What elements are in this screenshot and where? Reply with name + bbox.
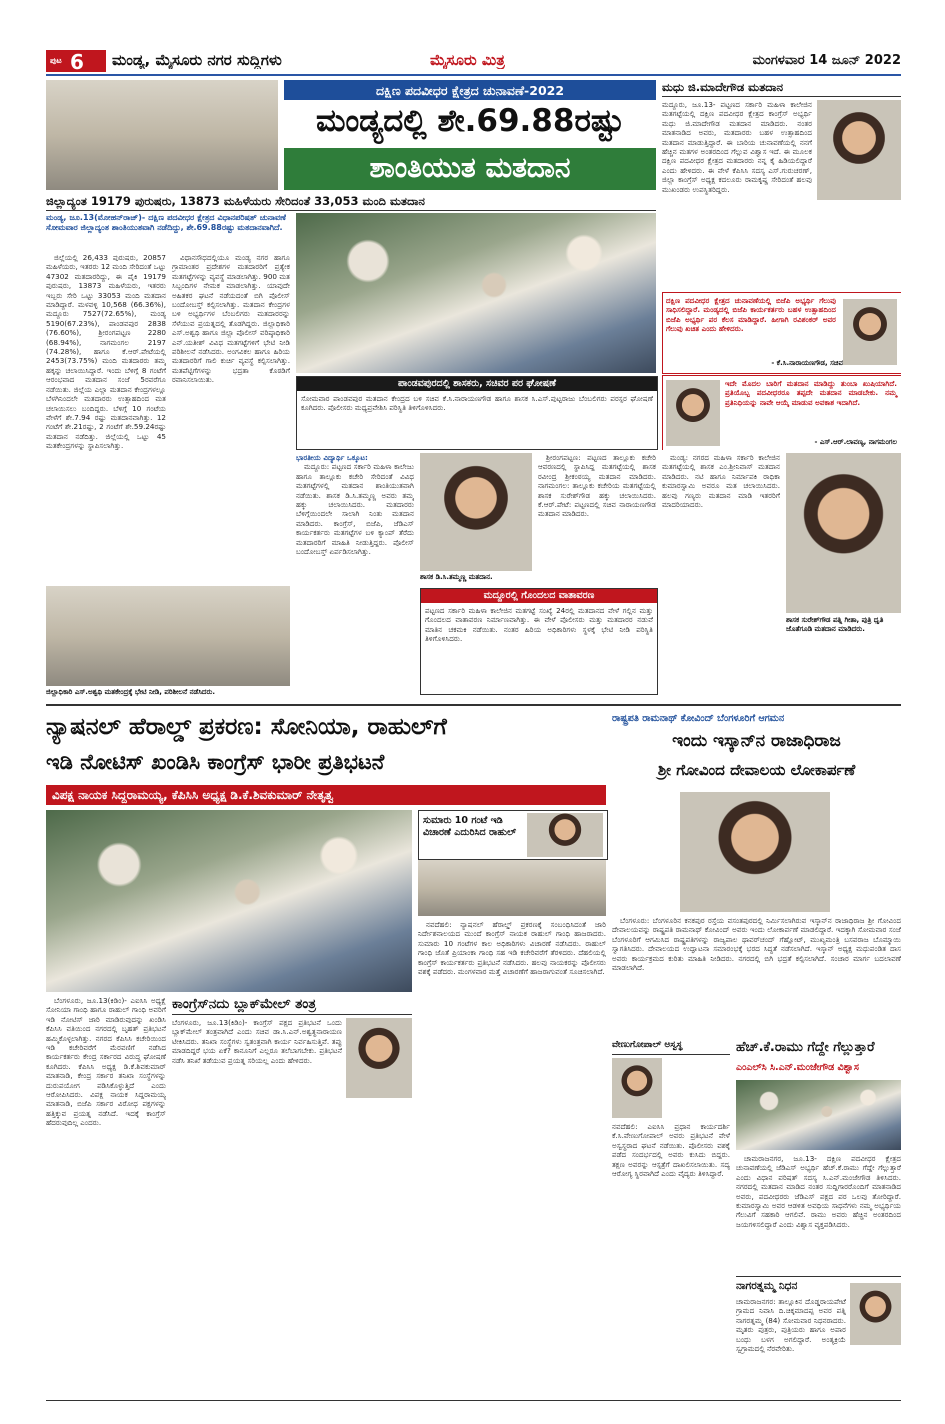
quote2-by: - ಎಸ್.ಆರ್.ಲಾವಣ್ಯ, ನಾಗಮಂಗಲ xyxy=(814,438,897,446)
ramu-headline-text: ಹೆಚ್.ಕೆ.ರಾಮು ಗೆದ್ದೇ ಗೆಲ್ಲುತ್ತಾರೆ xyxy=(736,1040,875,1055)
mid-right-col-text: ಮಂಡ್ಯ: ನಗರದ ಮಹಿಳಾ ಸರ್ಕಾರಿ ಕಾಲೇಜಿನ ಮತಗಟ್ಟೆಯಲ್ಲಿ ಶಾಸಕ ಎಂ.ಶ್ರೀನಿವಾಸ್ ಮತದಾನ ಮಾಡಿದರು. ನಟಿ ಹಾಗೂ ನಿರ್ಮಾಪಕಿ ರಾಧಿಕಾ ಕುಮಾರಸ್ವಾಮಿ ಅವರೂ ಮತ ಚಲಾಯಿಸಿದರು. ಹಲವು ಗಣ್ಯರು ಮತದಾನ ಮಾಡಿ ಇತರರಿಗೆ ಮಾದರಿಯಾದರು. xyxy=(662,453,780,510)
pandavapura-box xyxy=(296,376,658,450)
lead-kicker xyxy=(284,80,656,100)
lead-headline-2 xyxy=(284,148,656,190)
nh-headline-1-text: ನ್ಯಾಷನಲ್ ಹೆರಾಲ್ಡ್ ಪ್ರಕರಣ: ಸೋನಿಯಾ, ರಾಹುಲ್‌ಗೆ xyxy=(46,714,447,740)
ramu-subhead-text: ಎಂಎಲ್‌ಸಿ ಸಿ.ಎನ್.ಮಂಜೇಗೌಡ ವಿಶ್ವಾಸ xyxy=(736,1062,859,1073)
lead-col1-text: ಜಿಲ್ಲೆಯಲ್ಲಿ 26,433 ಪುರುಷರು, 20857 ಮಹಿಳೆಯರು, ಇತರರು 12 ಮಂದಿ ಸೇರಿದಂತೆ ಒಟ್ಟು 47302 ಮತದಾರರಿದ್ದು, ಈ ಪೈಕಿ 19179 ಪುರುಷರು, 13873 ಮಹಿಳೆಯರು, ಇತರರು ಇಬ್ಬರು ಸೇರಿ ಒಟ್ಟು 33053 ಮಂದಿ ಮತದಾನ ಮಾಡಿದ್ದಾರೆ. ಮಳವಳ್ಳಿ 10,568 (66.36%), ಮದ್ದೂರು 7527(72.65%), ಮಂಡ್ಯ 5190(67.23%), ಪಾಂಡವಪುರ 2838 (76.60%), ಶ್ರೀರಂಗಪಟ್ಟಣ 2280 (68.94%), ನಾಗಮಂಗಲ 2197 (74.28%), ಹಾಗೂ ಕೆ.ಆರ್.ಪೇಟೆಯಲ್ಲಿ 2453(73.75%) ಮಂದಿ ಮತದಾರರು ತಮ್ಮ ಹಕ್ಕನ್ನು ಚಲಾಯಿಸಿದ್ದಾರೆ. ಇಂದು ಬೆಳಿಗ್ಗೆ 8 ಗಂಟೆಗೆ ಆರಂಭವಾದ ಮತದಾನ ಸಂಜೆ 5ರವರೆಗೂ ನಡೆಯಿತು. ಜಿಲ್ಲೆಯ ಎಲ್ಲಾ ಮತದಾನ ಕೇಂದ್ರಗಳಲ್ಲೂ ಬೆಳಗಿನಿಂದಲೇ ಮತದಾರರು ಉತ್ಸಾಹದಿಂದ ಮತ ಚಲಾಯಿಸಲು ಬಂದಿದ್ದರು. ಬೆಳಿಗ್ಗೆ 10 ಗಂಟೆಯ ವೇಳೆಗೆ ಶೇ.7.94 ರಷ್ಟು ಮತದಾನವಾಗಿತ್ತು. 12 ಗಂಟೆಗೆ ಶೇ.21ರಷ್ಟು, 2 ಗಂಟೆಗೆ ಶೇ.59.24ರಷ್ಟು ಮತದಾನ ನಡೆದಿತ್ತು. ಜಿಲ್ಲೆಯಲ್ಲಿ ಒಟ್ಟು 45 ಮತಕೇಂದ್ರಗಳನ್ನು ಸ್ಥಾಪಿಸಲಾಗಿತ್ತು. xyxy=(46,253,166,451)
sureshgowda-caption: ಶಾಸಕ ಸುರೇಶ್‌ಗೌಡ ಪತ್ನಿ ಗೀತಾ, ಪುತ್ರಿ ಧೃತಿ ಜೊತೆಗೂಡಿ ಮತದಾನ ಮಾಡಿದರು. xyxy=(786,616,901,638)
section-divider xyxy=(46,704,901,706)
temple-photo xyxy=(680,792,830,912)
dc-visit-photo xyxy=(46,586,290,686)
obituary-title: ನಾಗರತ್ನಮ್ಮ ನಿಧನ xyxy=(736,1280,798,1292)
lead-intro-text: ಮಂಡ್ಯ, ಜೂ.13(ಮೋಹನ್‌ರಾಜ್)- ದಕ್ಷಿಣ ಪದವೀಧರ ಕ್ಷೇತ್ರದ ವಿಧಾನಪರಿಷತ್ ಚುನಾವಣೆ ಸೋಮವಾರ ಜಿಲ್ಲಾದ್ಯಂತ ಶಾಂತಿಯುತವಾಗಿ ನಡೆದಿದ್ದು, ಶೇ.69.88ರಷ್ಟು ಮತದಾನವಾಗಿದೆ. xyxy=(46,213,286,232)
mid-col-a xyxy=(296,453,414,693)
temple-text xyxy=(612,916,901,1036)
nh-headline-1 xyxy=(46,712,606,748)
ramu-text-body: ಚಾಮರಾಜನಗರ, ಜೂ.13- ದಕ್ಷಿಣ ಪದವೀಧರ ಕ್ಷೇತ್ರದ ಚುನಾವಣೆಯಲ್ಲಿ ಜೆಡಿಎಸ್ ಅಭ್ಯರ್ಥಿ ಹೆಚ್.ಕೆ.ರಾಮು ಗೆದ್ದೇ ಗೆಲ್ಲುತ್ತಾರೆ ಎಂದು ವಿಧಾನ ಪರಿಷತ್ ಸದಸ್ಯ ಸಿ.ಎನ್.ಮಂಜೇಗೌಡ ತಿಳಿಸಿದರು. ನಗರದಲ್ಲಿ ಮತದಾನ ಮಾಡಿದ ನಂತರ ಸುದ್ದಿಗಾರರೊಂದಿಗೆ ಮಾತನಾಡಿದ ಅವರು, ಪದವೀಧರರು ಜೆಡಿಎಸ್ ಪಕ್ಷದ ಪರ ಒಲವು ತೋರಿದ್ದಾರೆ. ಕುಮಾರಸ್ವಾಮಿ ಅವರ ಆಡಳಿತ ಅವಧಿಯ ಸಾಧನೆಗಳು ನಮ್ಮ ಅಭ್ಯರ್ಥಿಯ ಗೆಲುವಿಗೆ ಸಹಕಾರಿ ಆಗಲಿವೆ. ರಾಮು ಅವರು ಹೆಚ್ಚಿನ ಅಂತರದಿಂದ ಜಯಗಳಿಸಲಿದ್ದಾರೆ ಎಂದು ವಿಶ್ವಾಸ ವ್ಯಕ್ತಪಡಿಸಿದರು. xyxy=(736,1154,901,1229)
nh-ed-photo xyxy=(418,860,606,916)
maddur-box-text: ಪಟ್ಟಣದ ಸರ್ಕಾರಿ ಮಹಿಳಾ ಕಾಲೇಜಿನ ಮತಗಟ್ಟೆ ಸಂಖ್ಯೆ 24ರಲ್ಲಿ ಮತದಾನದ ವೇಳೆ ಗಲ್ಲಿನ ಮತ್ತು ಗೊಂದಲದ ವಾತಾವರಣ ನಿರ್ಮಾಣವಾಗಿತ್ತು. ಈ ವೇಳೆ ಪೊಲೀಸರು ಮತ್ತು ಮತದಾರರ ನಡುವೆ ಮಾತಿನ ಚಕಮಕಿ ನಡೆಯಿತು. ನಂತರ ಹಿರಿಯ ಅಧಿಕಾರಿಗಳು ಸ್ಥಳಕ್ಕೆ ಭೇಟಿ ನೀಡಿ ಪರಿಸ್ಥಿತಿ ತಿಳಿಗೊಳಿಸಿದರು. xyxy=(425,606,653,644)
lead-photo-voters xyxy=(46,80,278,190)
tammanna-caption: ಶಾಸಕ ಡಿ.ಸಿ.ತಮ್ಮಣ್ಣ ಮತದಾನ. xyxy=(420,573,532,583)
lead-headline-2-text: ಶಾಂತಿಯುತ ಮತದಾನ xyxy=(369,151,571,184)
blackmail-title: ಕಾಂಗ್ರೆಸ್‌ನದು ಬ್ಲಾಕ್‌ಮೇಲ್ ತಂತ್ರ xyxy=(172,996,412,1015)
sureshgowda-photo xyxy=(786,453,901,613)
maddur-box-title: ಮದ್ದೂರಲ್ಲಿ ಗೊಂದಲದ ವಾತಾವರಣ xyxy=(421,589,657,603)
nh-subhead xyxy=(46,785,606,805)
lead-kicker-text: ದಕ್ಷಿಣ ಪದವೀಧರ ಕ್ಷೇತ್ರದ ಚುನಾವಣೆ-2022 xyxy=(375,83,565,98)
nh-protest-photo xyxy=(46,810,412,992)
madhu-photo xyxy=(817,100,901,200)
lead-photo-crowd xyxy=(296,213,656,373)
pandavapura-text: ಸೋಮವಾರ ಪಾಂಡವಪುರ ಮತದಾನ ಕೇಂದ್ರದ ಬಳಿ ಸಚಿವ ಕೆ.ಸಿ.ನಾರಾಯಣಗೌಡ ಹಾಗೂ ಶಾಸಕ ಸಿ.ಎಸ್.ಪುಟ್ಟರಾಜು ಬೆಂಬಲಿಗರು ಪರಸ್ಪರ ಘೋಷಣೆ ಕೂಗಿದರು. ಪೊಲೀಸರು ಮಧ್ಯಪ್ರವೇಶಿಸಿ ಪರಿಸ್ಥಿತಿ ತಿಳಿಗೊಳಿಸಿದರು. xyxy=(301,394,653,413)
page-bottom-rule xyxy=(46,1400,901,1401)
section-title: ಮಂಡ್ಯ, ಮೈಸೂರು ನಗರ ಸುದ್ದಿಗಳು xyxy=(112,51,282,69)
quote1-photo xyxy=(843,299,897,365)
lead-subhead xyxy=(46,194,656,211)
ramu-photo xyxy=(736,1080,901,1150)
lead-col2 xyxy=(172,253,290,583)
ramu-text xyxy=(736,1154,901,1272)
mid-col-a-text: ಮದ್ದೂರು: ಪಟ್ಟಣದ ಸರ್ಕಾರಿ ಮಹಿಳಾ ಕಾಲೇಜು ಹಾಗೂ ತಾಲ್ಲೂಕು ಕಚೇರಿ ಸೇರಿದಂತೆ ವಿವಿಧ ಮತಗಟ್ಟೆಗಳಲ್ಲಿ ಮತದಾನ ಶಾಂತಿಯುತವಾಗಿ ನಡೆಯಿತು. ಶಾಸಕ ಡಿ.ಸಿ.ತಮ್ಮಣ್ಣ ಅವರು ತಮ್ಮ ಹಕ್ಕು ಚಲಾಯಿಸಿದರು. ಮತದಾರರು ಬೆಳಿಗ್ಗೆಯಿಂದಲೇ ಸಾಲಾಗಿ ನಿಂತು ಮತದಾನ ಮಾಡಿದರು. ಕಾಂಗ್ರೆಸ್, ಬಿಜೆಪಿ, ಜೆಡಿಎಸ್ ಕಾರ್ಯಕರ್ತರು ಮತಗಟ್ಟೆಗಳ ಬಳಿ ಕ್ಯಾಂಪ್ ತೆರೆದು ಮತದಾರರಿಗೆ ಮಾಹಿತಿ ನೀಡುತ್ತಿದ್ದರು. ಪೊಲೀಸ್ ಬಂದೋಬಸ್ತ್ ಏರ್ಪಡಿಸಲಾಗಿತ್ತು. xyxy=(296,462,414,557)
lead-subhead-text: ಜಿಲ್ಲಾದ್ಯಂತ 19179 ಪುರುಷರು, 13873 ಮಹಿಳೆಯರು ಸೇರಿದಂತೆ 33,053 ಮಂದಿ ಮತದಾನ xyxy=(46,194,425,208)
madhu-text: ಮದ್ದೂರು, ಜೂ.13- ಪಟ್ಟಣದ ಸರ್ಕಾರಿ ಮಹಿಳಾ ಕಾಲೇಜಿನ ಮತಗಟ್ಟೆಯಲ್ಲಿ ದಕ್ಷಿಣ ಪದವೀಧರ ಕ್ಷೇತ್ರದ ಕಾಂಗ್ರೆಸ್ ಅಭ್ಯರ್ಥಿ ಮಧು ಜಿ.ಮಾದೇಗೌಡ ಮತದಾನ ಮಾಡಿದರು. ನಂತರ ಮಾತನಾಡಿದ ಅವರು, ಮತದಾರರು ಬಹಳ ಉತ್ಸಾಹದಿಂದ ಮತದಾನ ಮಾಡುತ್ತಿದ್ದಾರೆ. ಈ ಬಾರಿಯ ಚುನಾವಣೆಯಲ್ಲಿ ನನಗೆ ಹೆಚ್ಚಿನ ಮತಗಳ ಅಂತರದಿಂದ ಗೆಲ್ಲುವ ವಿಶ್ವಾಸ ಇದೆ. ಈ ಮೂಲಕ ದಕ್ಷಿಣ ಪದವೀಧರ ಕ್ಷೇತ್ರದ ಮತದಾರರು ನನ್ನ ಕೈ ಹಿಡಿಯಲಿದ್ದಾರೆ ಎಂದು ಹೇಳಿದರು. ಈ ವೇಳೆ ಕೆಪಿಸಿಸಿ ಸದಸ್ಯ ಎಸ್.ಗುರುಚರಣ್, ಜಿಲ್ಲಾ ಕಾಂಗ್ರೆಸ್ ಅಧ್ಯಕ್ಷ ಕದಲೂರು ರಾಮಕೃಷ್ಣ ಸೇರಿದಂತೆ ಹಲವು ಮುಖಂಡರು ಉಪಸ್ಥಿತರಿದ್ದರು. xyxy=(662,100,812,194)
lead-headline-1-text: ಮಂಡ್ಯದಲ್ಲಿ ಶೇ.69.88ರಷ್ಟು xyxy=(315,103,625,139)
page-number: 6 xyxy=(70,50,84,72)
lead-intro xyxy=(46,213,286,251)
ramu-subhead xyxy=(736,1062,901,1078)
temple-headline-2-text: ಶ್ರೀ ಗೋವಿಂದ ದೇವಾಲಯ ಲೋಕಾರ್ಪಣೆ xyxy=(657,761,856,779)
nh-headline-2 xyxy=(46,748,606,782)
nh-col1 xyxy=(46,996,166,1396)
quote1-box xyxy=(662,292,901,374)
blackmail-text: ಬೆಂಗಳೂರು, ಜೂ.13(ಕಿಡಿಂ)- ಕಾಂಗ್ರೆಸ್ ಪಕ್ಷದ ಪ್ರತಿಭಟನೆ ಒಂದು ಬ್ಲಾಕ್‌ಮೇಲ್ ತಂತ್ರವಾಗಿದೆ ಎಂದು ಸಚಿವ ಡಾ.ಸಿ.ಎನ್.ಅಶ್ವತ್ಥನಾರಾಯಣ ಟೀಕಿಸಿದರು. ತನಿಖಾ ಸಂಸ್ಥೆಗಳು ಸ್ವತಂತ್ರವಾಗಿ ಕಾರ್ಯ ನಿರ್ವಹಿಸುತ್ತಿವೆ. ತಪ್ಪು ಮಾಡದಿದ್ದರೆ ಭಯ ಏಕೆ? ಕಾನೂನಿಗೆ ಎಲ್ಲರೂ ತಲೆಬಾಗಬೇಕು. ಪ್ರತಿಭಟನೆ ನಡೆಸಿ ತನಿಖೆ ತಡೆಯುವ ಪ್ರಯತ್ನ ಸರಿಯಲ್ಲ ಎಂದು ಹೇಳಿದರು. xyxy=(172,1018,342,1065)
mid-col-b xyxy=(538,453,656,588)
nh-side-box-text: ಸುಮಾರು 10 ಗಂಟೆ ಇಡಿ ವಿಚಾರಣೆ ಎದುರಿಸಿದ ರಾಹುಲ್ xyxy=(423,815,517,838)
temple-headline-2 xyxy=(612,760,901,788)
temple-kicker xyxy=(612,712,901,728)
obituary-photo xyxy=(850,1283,901,1345)
rahul-photo xyxy=(527,813,603,857)
madhu-title: ಮಧು ಜಿ.ಮಾದೇಗೌಡ ಮತದಾನ xyxy=(662,80,901,97)
nh-headline-2-text: ಇಡಿ ನೋಟಿಸ್ ಖಂಡಿಸಿ ಕಾಂಗ್ರೆಸ್ ಭಾರೀ ಪ್ರತಿಭಟನೆ xyxy=(46,750,385,774)
temple-text-body: ಬೆಂಗಳೂರು: ಬೆಂಗಳೂರಿನ ಕನಕಪುರ ರಸ್ತೆಯ ವಸಂತಪುರದಲ್ಲಿ ನಿರ್ಮಿಸಲಾಗಿರುವ ಇಸ್ಕಾನ್‌ನ ರಾಜಾಧಿರಾಜ ಶ್ರೀ ಗೋವಿಂದ ದೇವಾಲಯವನ್ನು ರಾಷ್ಟ್ರಪತಿ ರಾಮನಾಥ್ ಕೋವಿಂದ್ ಅವರು ಇಂದು ಲೋಕಾರ್ಪಣೆ ಮಾಡಲಿದ್ದಾರೆ. ಇದಕ್ಕಾಗಿ ಸೋಮವಾರ ಸಂಜೆ ಬೆಂಗಳೂರಿಗೆ ಆಗಮಿಸಿದ ರಾಷ್ಟ್ರಪತಿಗಳನ್ನು ರಾಜ್ಯಪಾಲ ಥಾವರ್‌ಚಂದ್ ಗೆಹ್ಲೋಟ್, ಮುಖ್ಯಮಂತ್ರಿ ಬಸವರಾಜ ಬೊಮ್ಮಾಯಿ ಸ್ವಾಗತಿಸಿದರು. ದೇವಾಲಯದ ಉದ್ಘಾಟನಾ ಸಮಾರಂಭಕ್ಕೆ ಭರದ ಸಿದ್ಧತೆ ನಡೆಸಲಾಗಿದೆ. ಇಸ್ಕಾನ್ ಅಧ್ಯಕ್ಷ ಮಧುಪಂಡಿತ ದಾಸ ಅವರು ಕಾರ್ಯಕ್ರಮದ ಕುರಿತು ಮಾಹಿತಿ ನೀಡಿದರು. ನಗರದಲ್ಲಿ ಬಿಗಿ ಭದ್ರತೆ ಕಲ್ಪಿಸಲಾಗಿದೆ. ಸಂಚಾರ ಮಾರ್ಗ ಬದಲಾವಣೆ ಮಾಡಲಾಗಿದೆ. xyxy=(612,916,901,973)
obituary-text: ಚಾಮರಾಜನಗರ: ತಾಲ್ಲೂಕಿನ ದೊಡ್ಡರಾಯಪೇಟೆ ಗ್ರಾಮದ ನಿವಾಸಿ ದಿ.ಚಿಕ್ಕಮಾದಪ್ಪ ಅವರ ಪತ್ನಿ ನಾಗರತ್ನಮ್ಮ (84) ಸೋಮವಾರ ನಿಧನರಾದರು. ಮೃತರು ಪುತ್ರರು, ಪುತ್ರಿಯರು ಹಾಗೂ ಅಪಾರ ಬಂಧು ಬಳಗ ಅಗಲಿದ್ದಾರೆ. ಅಂತ್ಯಕ್ರಿಯೆ ಸ್ವಗ್ರಾಮದಲ್ಲಿ ನೆರವೇರಿತು. xyxy=(736,1297,846,1354)
nh-subhead-text: ವಿಪಕ್ಷ ನಾಯಕ ಸಿದ್ದರಾಮಯ್ಯ, ಕೆಪಿಸಿಸಿ ಅಧ್ಯಕ್ಷ ಡಿ.ಕೆ.ಶಿವಕುಮಾರ್ ನೇತೃತ್ವ xyxy=(52,788,334,802)
page-label-text: ಪುಟ xyxy=(50,56,62,65)
nh-side-box xyxy=(418,810,608,860)
venugopal-box xyxy=(612,1040,730,1396)
masthead xyxy=(46,48,901,76)
temple-kicker-text: ರಾಷ್ಟ್ರಪತಿ ರಾಮನಾಥ್ ಕೋವಿಂದ್ ಬೆಂಗಳೂರಿಗೆ ಆಗಮನ xyxy=(612,713,785,724)
quote1-by: - ಕೆ.ಸಿ.ನಾರಾಯಣಗೌಡ, ಸಚಿವ xyxy=(771,359,843,367)
issue-date: ಮಂಗಳವಾರ 14 ಜೂನ್ 2022 xyxy=(752,53,901,68)
pandavapura-title: ಪಾಂಡವಪುರದಲ್ಲಿ ಶಾಸಕರು, ಸಚಿವರ ಪರ ಘೋಷಣೆ xyxy=(297,377,657,391)
venugopal-title: ವೇಣುಗೋಪಾಲ್ ಅಸ್ವಸ್ಥ xyxy=(612,1040,730,1055)
obituary xyxy=(736,1276,901,1397)
mid-col-b-text: ಶ್ರೀರಂಗಪಟ್ಟಣ: ಪಟ್ಟಣದ ತಾಲ್ಲೂಕು ಕಚೇರಿ ಆವರಣದಲ್ಲಿ ಸ್ಥಾಪಿಸಿದ್ದ ಮತಗಟ್ಟೆಯಲ್ಲಿ ಶಾಸಕ ರವೀಂದ್ರ ಶ್ರೀಕಂಠಯ್ಯ ಮತದಾನ ಮಾಡಿದರು. ನಾಗಮಂಗಲ: ತಾಲ್ಲೂಕು ಕಚೇರಿಯ ಮತಗಟ್ಟೆಯಲ್ಲಿ ಶಾಸಕ ಸುರೇಶ್‌ಗೌಡ ಹಕ್ಕು ಚಲಾಯಿಸಿದರು. ಕೆ.ಆರ್.ಪೇಟೆ: ಪಟ್ಟಣದಲ್ಲಿ ಸಚಿವ ನಾರಾಯಣಗೌಡ ಮತದಾನ ಮಾಡಿದರು. xyxy=(538,453,656,519)
quote2-text: ಇದೇ ಮೊದಲ ಬಾರಿಗೆ ಮತದಾನ ಮಾಡಿದ್ದು ತುಂಬಾ ಖುಷಿಯಾಗಿದೆ. ಪ್ರತಿಯೊಬ್ಬ ಪದವೀಧರರೂ ತಪ್ಪದೇ ಮತದಾನ ಮಾಡಬೇಕು. ನಮ್ಮ ಪ್ರತಿನಿಧಿಯನ್ನು ನಾವೇ ಆಯ್ಕೆ ಮಾಡುವ ಅವಕಾಶ ಇದಾಗಿದೆ. xyxy=(725,379,897,407)
mid-right-col xyxy=(662,453,780,693)
mid-heading-a: ಭಾರತೀಯ ವಿದ್ಯಾರ್ಥಿ ಒಕ್ಕೂಟ: xyxy=(296,453,368,462)
dc-visit-caption: ಜಿಲ್ಲಾಧಿಕಾರಿ ಎಸ್.ಅಶ್ವಥಿ ಮತಕೇಂದ್ರಕ್ಕೆ ಭೇಟಿ ನೀಡಿ, ಪರಿಶೀಲನೆ ನಡೆಸಿದರು. xyxy=(46,688,466,698)
lead-headline-1 xyxy=(284,101,656,147)
blackmail-box xyxy=(172,996,412,1396)
tammanna-photo xyxy=(420,453,532,571)
right-top xyxy=(662,80,901,450)
ashwathnarayan-photo xyxy=(346,1018,412,1098)
lead-col2-text: ವಿಧಾನಸೌಧದಲ್ಲಿಯೂ ಮಂಡ್ಯ ನಗರ ಹಾಗೂ ಗ್ರಾಮಾಂತರ ಪ್ರದೇಶಗಳ ಮತದಾರರಿಗೆ ಪ್ರತ್ಯೇಕ ಮತಗಟ್ಟೆಗಳನ್ನು ವ್ಯವಸ್ಥೆ ಮಾಡಲಾಗಿತ್ತು. 900 ಮತ ಸಿಬ್ಬಂದಿಗಳ ನೇಮಕ ಮಾಡಲಾಗಿತ್ತು. ಯಾವುದೇ ಅಹಿತಕರ ಘಟನೆ ನಡೆಯದಂತೆ ಬಿಗಿ ಪೊಲೀಸ್ ಬಂದೋಬಸ್ತ್ ಕಲ್ಪಿಸಲಾಗಿತ್ತು. ಮತದಾನ ಕೇಂದ್ರಗಳ ಬಳಿ ಅಭ್ಯರ್ಥಿಗಳ ಬೆಂಬಲಿಗರು ಮತದಾರರನ್ನು ಸೆಳೆಯುವ ಪ್ರಯತ್ನದಲ್ಲಿ ತೊಡಗಿದ್ದರು. ಜಿಲ್ಲಾಧಿಕಾರಿ ಎಸ್.ಅಶ್ವಥಿ ಹಾಗೂ ಜಿಲ್ಲಾ ಪೊಲೀಸ್ ವರಿಷ್ಠಾಧಿಕಾರಿ ಎನ್.ಯತೀಶ್ ವಿವಿಧ ಮತಗಟ್ಟೆಗಳಿಗೆ ಭೇಟಿ ನೀಡಿ ಪರಿಶೀಲನೆ ನಡೆಸಿದರು. ಅಂಗವಿಕಲ ಹಾಗೂ ಹಿರಿಯ ಮತದಾರರಿಗೆ ಗಾಲಿ ಕುರ್ಚಿ ವ್ಯವಸ್ಥೆ ಕಲ್ಪಿಸಲಾಗಿತ್ತು. ಮತಪೆಟ್ಟಿಗೆಗಳನ್ನು ಭದ್ರತಾ ಕೊಠಡಿಗೆ ರವಾನಿಸಲಾಯಿತು. xyxy=(172,253,290,385)
nh-col3-text: ನವದೆಹಲಿ: ನ್ಯಾಷನಲ್ ಹೆರಾಲ್ಡ್ ಪ್ರಕರಣಕ್ಕೆ ಸಂಬಂಧಿಸಿದಂತೆ ಜಾರಿ ನಿರ್ದೇಶನಾಲಯದ ಮುಂದೆ ಕಾಂಗ್ರೆಸ್ ನಾಯಕ ರಾಹುಲ್ ಗಾಂಧಿ ಹಾಜರಾದರು. ಸುಮಾರು 10 ಗಂಟೆಗಳ ಕಾಲ ಅಧಿಕಾರಿಗಳು ವಿಚಾರಣೆ ನಡೆಸಿದರು. ರಾಹುಲ್ ಗಾಂಧಿ ಜೊತೆ ಪ್ರಿಯಾಂಕಾ ಗಾಂಧಿ ಸಹ ಇಡಿ ಕಚೇರಿವರೆಗೆ ತೆರಳಿದರು. ದೆಹಲಿಯಲ್ಲಿ ಕಾಂಗ್ರೆಸ್ ಕಾರ್ಯಕರ್ತರು ಪ್ರತಿಭಟನೆ ನಡೆಸಿದರು. ಹಲವು ನಾಯಕರನ್ನು ಪೊಲೀಸರು ವಶಕ್ಕೆ ಪಡೆದರು. ಮಂಗಳವಾರ ಮತ್ತೆ ವಿಚಾರಣೆಗೆ ಹಾಜರಾಗುವಂತೆ ಸೂಚಿಸಲಾಗಿದೆ. xyxy=(418,920,606,977)
venugopal-photo xyxy=(612,1058,662,1118)
venugopal-text: ನವದೆಹಲಿ: ಎಐಸಿಸಿ ಪ್ರಧಾನ ಕಾರ್ಯದರ್ಶಿ ಕೆ.ಸಿ.ವೇಣುಗೋಪಾಲ್ ಅವರು ಪ್ರತಿಭಟನೆ ವೇಳೆ ಅಸ್ವಸ್ಥರಾದ ಘಟನೆ ನಡೆಯಿತು. ಪೊಲೀಸರು ವಶಕ್ಕೆ ಪಡೆದ ಸಂದರ್ಭದಲ್ಲಿ ಅವರು ಕುಸಿದು ಬಿದ್ದರು. ತಕ್ಷಣ ಅವರನ್ನು ಆಸ್ಪತ್ರೆಗೆ ದಾಖಲಿಸಲಾಯಿತು. ಸದ್ಯ ಆರೋಗ್ಯ ಸ್ಥಿರವಾಗಿದೆ ಎಂದು ವೈದ್ಯರು ತಿಳಿಸಿದ್ದಾರೆ. xyxy=(612,1122,730,1179)
temple-headline-1 xyxy=(612,730,901,758)
lead-col1 xyxy=(46,253,166,583)
quote2-box xyxy=(662,375,901,450)
quote2-photo xyxy=(666,380,720,446)
page-label xyxy=(46,50,106,72)
nh-col3 xyxy=(418,920,606,1396)
nh-col1-text: ಬೆಂಗಳೂರು, ಜೂ.13(ಕಿಡಿಂ)- ಎಐಸಿಸಿ ಅಧ್ಯಕ್ಷೆ ಸೋನಿಯಾ ಗಾಂಧಿ ಹಾಗೂ ರಾಹುಲ್ ಗಾಂಧಿ ಅವರಿಗೆ ಇಡಿ ನೋಟಿಸ್ ಜಾರಿ ಮಾಡಿರುವುದನ್ನು ಖಂಡಿಸಿ ಕೆಪಿಸಿಸಿ ವತಿಯಿಂದ ನಗರದಲ್ಲಿ ಬೃಹತ್ ಪ್ರತಿಭಟನೆ ಹಮ್ಮಿಕೊಳ್ಳಲಾಗಿತ್ತು. ನಗರದ ಕೆಪಿಸಿಸಿ ಕಚೇರಿಯಿಂದ ಇಡಿ ಕಚೇರಿವರೆಗೆ ಮೆರವಣಿಗೆ ನಡೆಸಿದ ಕಾರ್ಯಕರ್ತರು ಕೇಂದ್ರ ಸರ್ಕಾರದ ವಿರುದ್ಧ ಘೋಷಣೆ ಕೂಗಿದರು. ಕೆಪಿಸಿಸಿ ಅಧ್ಯಕ್ಷ ಡಿ.ಕೆ.ಶಿವಕುಮಾರ್ ಮಾತನಾಡಿ, ಕೇಂದ್ರ ಸರ್ಕಾರ ತನಿಖಾ ಸಂಸ್ಥೆಗಳನ್ನು ದುರುಪಯೋಗ ಪಡಿಸಿಕೊಳ್ಳುತ್ತಿದೆ ಎಂದು ಆರೋಪಿಸಿದರು. ವಿಪಕ್ಷ ನಾಯಕ ಸಿದ್ದರಾಮಯ್ಯ ಮಾತನಾಡಿ, ಬಿಜೆಪಿ ಸರ್ಕಾರ ವಿರೋಧ ಪಕ್ಷಗಳನ್ನು ಹತ್ತಿಕ್ಕುವ ಪ್ರಯತ್ನ ನಡೆಸಿದೆ. ಇದಕ್ಕೆ ಕಾಂಗ್ರೆಸ್ ಹೆದರುವುದಿಲ್ಲ ಎಂದರು. xyxy=(46,996,166,1128)
maddur-box xyxy=(420,588,658,695)
ramu-headline xyxy=(736,1040,901,1060)
quote1-text: ದಕ್ಷಿಣ ಪದವೀಧರ ಕ್ಷೇತ್ರದ ಚುನಾವಣೆಯಲ್ಲಿ ಬಿಜೆಪಿ ಅಭ್ಯರ್ಥಿ ಗೆಲುವು ಸಾಧಿಸಲಿದ್ದಾರೆ. ಮಂಡ್ಯದಲ್ಲಿ ಬಿಜೆಪಿ ಕಾರ್ಯಕರ್ತರು ಬಹಳ ಉತ್ಸಾಹದಿಂದ ಬಿಜೆಪಿ ಅಭ್ಯರ್ಥಿ ಪರ ಕೆಲಸ ಮಾಡಿದ್ದಾರೆ. ಹೀಗಾಗಿ ರವಿಶಂಕರ್ ಅವರ ಗೆಲುವು ಖಚಿತ ಎಂದು ಹೇಳಿದರು. xyxy=(666,296,836,334)
paper-name: ಮೈಸೂರು ಮಿತ್ರ xyxy=(430,51,505,69)
temple-headline-1-text: ಇಂದು ಇಸ್ಕಾನ್‌ನ ರಾಜಾಧಿರಾಜ xyxy=(672,731,841,751)
